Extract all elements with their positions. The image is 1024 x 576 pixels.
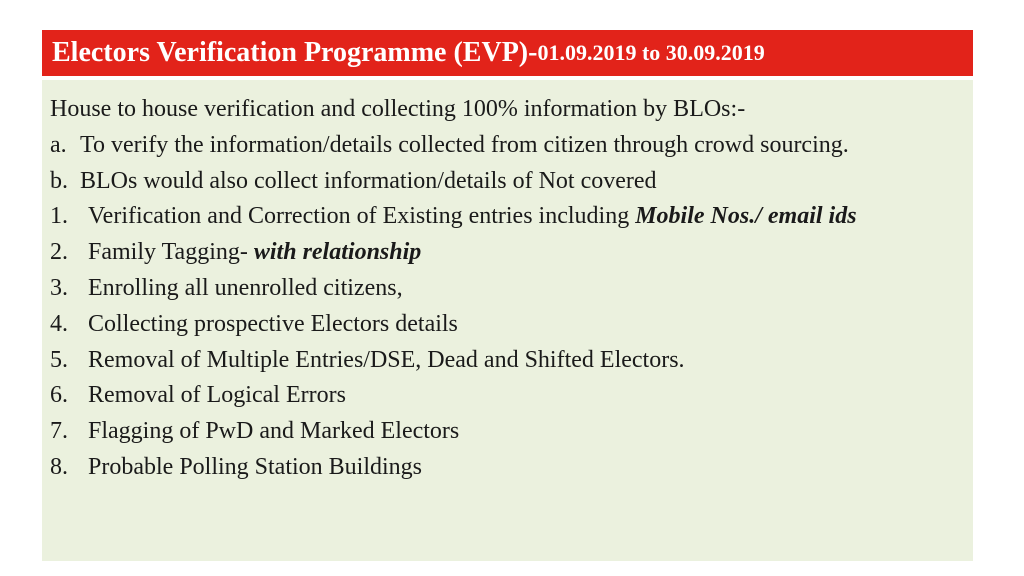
list-marker: 8. — [50, 453, 68, 480]
numbered-item-1 — [50, 199, 965, 235]
list-item-text: Flagging of PwD and Marked Electors — [88, 418, 460, 445]
lettered-item-a — [50, 128, 965, 164]
list-marker: b. — [50, 167, 68, 194]
numbered-item-5 — [50, 343, 965, 379]
numbered-item-7 — [50, 414, 965, 450]
list-item-text: Removal of Multiple Entries/DSE, Dead and Shifted Electors. — [88, 346, 685, 373]
numbered-item-2 — [50, 235, 965, 271]
slide-title-dates: 01.09.2019 to 30.09.2019 — [537, 40, 765, 65]
content-box — [42, 80, 973, 561]
list-item-text: Collecting prospective Electors details — [88, 310, 458, 337]
list-marker: 4. — [50, 310, 68, 337]
list-marker: 7. — [50, 418, 68, 445]
slide-title: Electors Verification Programme (EVP)- — [52, 37, 538, 68]
list-marker: 6. — [50, 382, 68, 409]
intro-text: House to house verification and collecting 100% information by BLOs:- — [50, 96, 746, 122]
numbered-item-8 — [50, 450, 965, 486]
list-item-text: Probable Polling Station Buildings — [88, 453, 423, 480]
list-marker: 5. — [50, 346, 68, 373]
list-marker: 3. — [50, 274, 68, 301]
list-marker: 1. — [50, 203, 68, 230]
numbered-item-4 — [50, 307, 965, 343]
list-item-text: Removal of Logical Errors — [88, 382, 346, 409]
lettered-item-b — [50, 164, 965, 200]
numbered-item-6 — [50, 378, 965, 414]
list-item-emphasis: Mobile Nos./ email ids — [635, 203, 857, 230]
numbered-item-3 — [50, 271, 965, 307]
list-item-text — [88, 235, 965, 271]
list-marker: a. — [50, 131, 67, 158]
list-item-text — [88, 199, 965, 235]
list-item-body: Family Tagging- — [88, 239, 254, 266]
list-marker: 2. — [50, 239, 68, 266]
list-item-body: Verification and Correction of Existing entries including — [88, 203, 636, 230]
list-item-text: To verify the information/details collected from citizen through crowd sourcing. — [80, 131, 849, 158]
list-item-emphasis: with relationship — [253, 239, 422, 266]
list-item-text: BLOs would also collect information/details of Not covered — [80, 167, 657, 194]
list-item-text: Enrolling all unenrolled citizens, — [88, 274, 403, 301]
title-banner — [42, 30, 973, 76]
